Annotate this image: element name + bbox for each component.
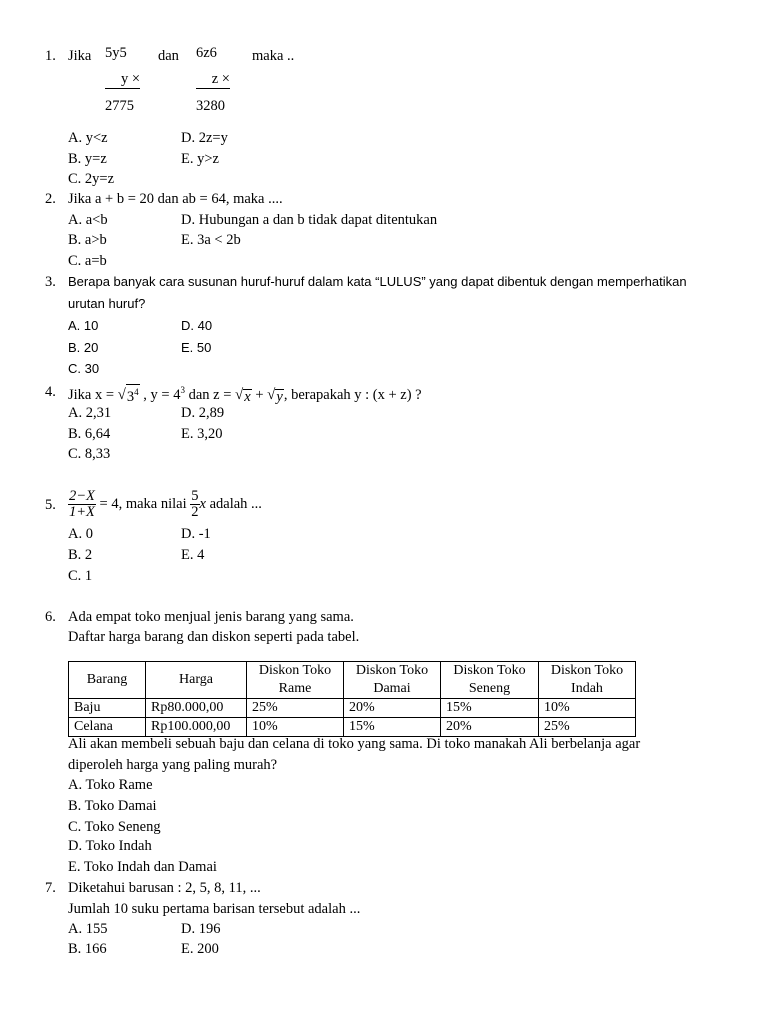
q1-a-multiplier: y × xyxy=(105,70,140,89)
q1-a-top: 5y5 xyxy=(105,45,127,61)
q4-text: Jika x = √ $3^4$ , $y = 4^3$ dan z = √ x + √ y , berapakah y : (x + z) ? xyxy=(68,385,422,405)
q4-sqrt-x: √ x xyxy=(235,386,251,405)
q3-option-c: C. 30 xyxy=(68,361,100,376)
q5-option-e: E. 4 xyxy=(181,547,205,563)
q6-number: 6. xyxy=(45,609,56,625)
table-header-row xyxy=(69,662,636,699)
q5-text-part2: adalah ... xyxy=(205,496,262,512)
table-cell: 10% xyxy=(539,699,636,718)
q6-option-e: E. Toko Indah dan Damai xyxy=(68,859,217,875)
q2-option-e: E. 3a < 2b xyxy=(181,232,241,248)
table-cell: Celana xyxy=(69,718,146,737)
q5-text: $\frac{2-X}{1+X}$ = 4, maka nilai $\frac{5}{2}$ x adalah ... xyxy=(69,488,262,521)
q5-option-a: A. 0 xyxy=(68,526,93,542)
header-diskon-rame: Diskon Toko Rame xyxy=(247,662,344,699)
header-diskon-damai: Diskon Toko Damai xyxy=(344,662,441,699)
q1-option-e: E. y>z xyxy=(181,151,219,167)
q4-option-d: D. 2,89 xyxy=(181,405,225,421)
q6-option-c: C. Toko Seneng xyxy=(68,819,161,835)
q5-fraction-5-2: $\frac{5}{2}$ xyxy=(191,488,199,521)
q4-option-e: E. 3,20 xyxy=(181,426,223,442)
q3-option-b: B. 20 xyxy=(68,340,99,355)
header-diskon-seneng: Diskon Toko Seneng xyxy=(441,662,539,699)
q4-number: 4. xyxy=(45,384,56,400)
q4-text-part4: , berapakah y : (x + z) ? xyxy=(283,386,422,403)
q6-text-line1: Ada empat toko menjual jenis barang yang sama. xyxy=(68,609,354,625)
q4-text-part1: Jika x = xyxy=(68,386,118,403)
q7-number: 7. xyxy=(45,880,56,896)
table-cell: Rp100.000,00 xyxy=(146,718,247,737)
q7-option-b: B. 166 xyxy=(68,941,107,957)
q1-b-top: 6z6 xyxy=(196,45,217,61)
q3-text-line2: urutan huruf? xyxy=(68,296,146,311)
q1-option-b: B. y=z xyxy=(68,151,107,167)
q1-dan: dan xyxy=(158,48,179,64)
table-cell: 10% xyxy=(247,718,344,737)
q6-after-line2: diperoleh harga yang paling murah? xyxy=(68,757,278,773)
q1-b-multiplier: z × xyxy=(196,70,230,89)
q2-option-d: D. Hubungan a dan b tidak dapat ditentukan xyxy=(181,212,438,228)
q1-intro: Jika xyxy=(68,48,92,64)
q2-option-c: C. a=b xyxy=(68,253,107,269)
q3-text-line1: Berapa banyak cara susunan huruf-huruf dalam kata “LULUS” yang dapat dibentuk dengan memperhatikan xyxy=(68,274,687,289)
q5-text-part1: = 4, maka nilai xyxy=(95,496,191,512)
table-cell: 15% xyxy=(344,718,441,737)
q4-option-c: C. 8,33 xyxy=(68,446,111,462)
header-harga: Harga xyxy=(146,662,247,699)
table-row xyxy=(69,718,636,737)
table-cell: 25% xyxy=(539,718,636,737)
q2-number: 2. xyxy=(45,191,56,207)
q7-option-e: E. 200 xyxy=(181,941,219,957)
price-discount-table xyxy=(68,661,636,737)
q3-option-a: A. 10 xyxy=(68,318,99,333)
table-cell: 15% xyxy=(441,699,539,718)
q7-option-a: A. 155 xyxy=(68,921,108,937)
q5-option-c: C. 1 xyxy=(68,568,93,584)
q6-text-line2: Daftar harga barang dan diskon seperti pada tabel. xyxy=(68,629,360,645)
q7-option-d: D. 196 xyxy=(181,921,221,937)
q4-sqrt-3-4: √ $3^4$ xyxy=(118,384,140,404)
table-row xyxy=(69,699,636,718)
q1-option-a: A. y<z xyxy=(68,130,108,146)
q6-option-a: A. Toko Rame xyxy=(68,777,153,793)
q6-after-line1: Ali akan membeli sebuah baju dan celana di toko yang sama. Di toko manakah Ali berbelanja agar xyxy=(68,736,641,752)
q1-maka: maka .. xyxy=(252,48,295,64)
q5-option-b: B. 2 xyxy=(68,547,93,563)
q3-option-d: D. 40 xyxy=(181,318,213,333)
q6-option-b: B. Toko Damai xyxy=(68,798,157,814)
q1-a-result: 2775 xyxy=(105,98,134,114)
q5-option-d: D. -1 xyxy=(181,526,211,542)
table-cell: 20% xyxy=(344,699,441,718)
q4-option-a: A. 2,31 xyxy=(68,405,112,421)
q7-text-line2: Jumlah 10 suku pertama barisan tersebut adalah ... xyxy=(68,901,361,917)
q2-option-b: B. a>b xyxy=(68,232,107,248)
q4-text-part3: dan z = xyxy=(184,386,236,403)
q4-text-part2: , y = 4 xyxy=(139,386,181,403)
table-cell: Rp80.000,00 xyxy=(146,699,247,718)
q4-option-b: B. 6,64 xyxy=(68,426,111,442)
table-cell: Baju xyxy=(69,699,146,718)
table-cell: 20% xyxy=(441,718,539,737)
q1-number: 1. xyxy=(45,48,56,64)
q3-number: 3. xyxy=(45,274,56,290)
q5-number: 5. xyxy=(45,497,56,513)
header-diskon-indah: Diskon Toko Indah xyxy=(539,662,636,699)
q1-b-result: 3280 xyxy=(196,98,225,114)
q7-text-line1: Diketahui barusan : 2, 5, 8, 11, ... xyxy=(68,880,261,896)
q2-option-a: A. a<b xyxy=(68,212,108,228)
q1-option-c: C. 2y=z xyxy=(68,171,115,187)
q4-sqrt-y: √ y xyxy=(267,386,283,405)
header-barang: Barang xyxy=(69,662,146,699)
q3-option-e: E. 50 xyxy=(181,340,212,355)
q1-option-d: D. 2z=y xyxy=(181,130,228,146)
table-cell: 25% xyxy=(247,699,344,718)
q6-option-d: D. Toko Indah xyxy=(68,838,152,854)
q5-fraction: $\frac{2-X}{1+X}$ xyxy=(69,488,95,521)
q4-exponent: 3 xyxy=(180,385,185,395)
q2-text: Jika a + b = 20 dan ab = 64, maka .... xyxy=(68,191,283,207)
